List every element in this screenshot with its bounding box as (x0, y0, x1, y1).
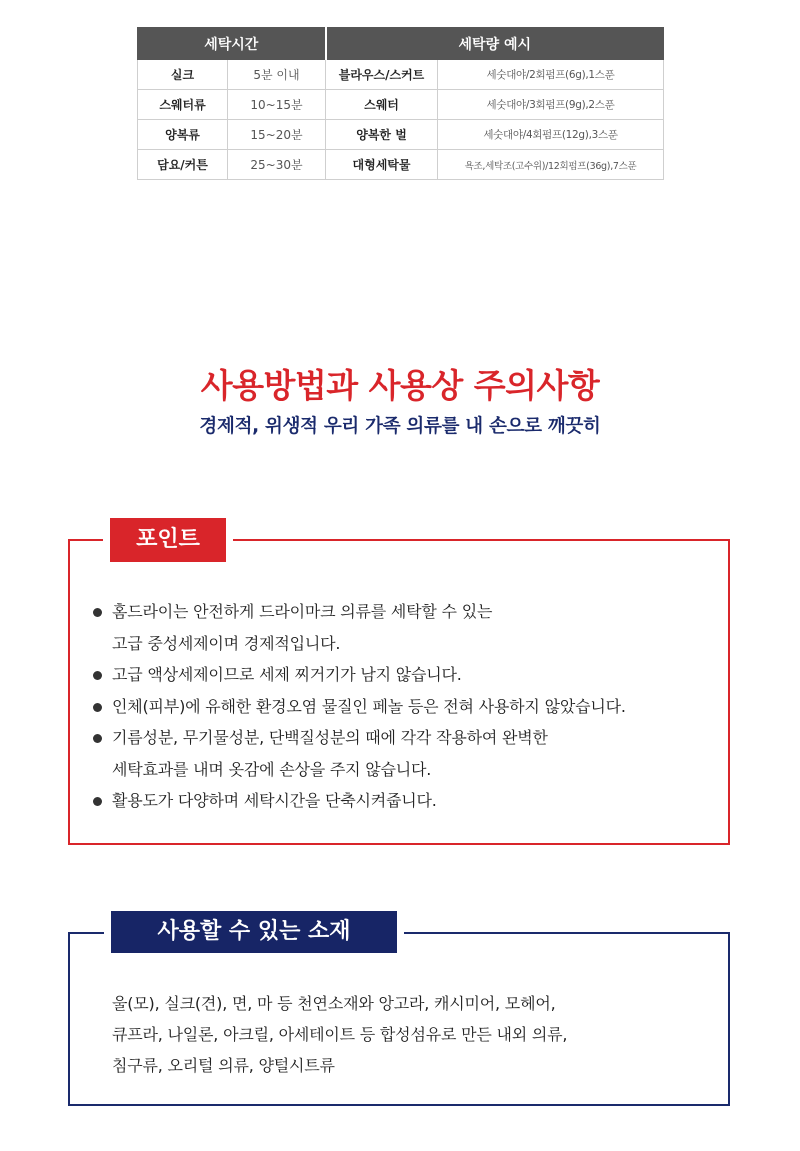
bullet-dot-icon (93, 734, 102, 743)
materials-line: 침구류, 오리털 의류, 양털시트류 (112, 1056, 335, 1075)
bullet-dot-icon (93, 797, 102, 806)
list-item (92, 596, 732, 659)
materials-line: 울(모), 실크(견), 면, 마 등 천연소재와 앙고라, 캐시미어, 모헤어, (112, 994, 556, 1013)
point-badge: 포인트 (103, 518, 233, 562)
page-title: 사용방법과 사용상 주의사항 (200, 366, 600, 405)
table-cell-item: 스웨터 (326, 90, 438, 120)
list-item-line: 고급 액상세제이므로 세제 찌거기가 남지 않습니다. (112, 665, 462, 684)
list-item-line: 기름성분, 무기물성분, 단백질성분의 때에 각각 작용하여 완벽한 (112, 728, 548, 747)
bullet-dot-icon (93, 608, 102, 617)
header-wash-amount: 세탁량 예시 (326, 28, 664, 60)
point-list (92, 596, 732, 817)
list-item (92, 691, 732, 723)
header-wash-time: 세탁시간 (138, 28, 326, 60)
table-cell-amount: 세숫대야/4회펌프(12g),3스푼 (438, 120, 664, 150)
table-cell-fabric: 실크 (138, 60, 228, 90)
list-item (92, 659, 732, 691)
list-item (92, 722, 732, 785)
page-subtitle: 경제적, 위생적 우리 가족 의류를 내 손으로 깨끗히 (199, 416, 601, 437)
bullet-dot-icon (93, 671, 102, 680)
table-row (138, 90, 664, 120)
table-cell-amount: 세숫대야/2회펌프(6g),1스푼 (438, 60, 664, 90)
table-cell-item: 대형세탁물 (326, 150, 438, 180)
table-cell-time: 10~15분 (228, 90, 326, 120)
table-cell-amount: 세숫대야/3회펌프(9g),2스푼 (438, 90, 664, 120)
table-row (138, 120, 664, 150)
table-cell-item: 블라우스/스커트 (326, 60, 438, 90)
table-header-row (138, 28, 664, 60)
table-cell-time: 5분 이내 (228, 60, 326, 90)
table-cell-fabric: 담요/커튼 (138, 150, 228, 180)
table-cell-amount: 욕조,세탁조(고수위)/12회펌프(36g),7스푼 (438, 150, 664, 180)
table-row (138, 150, 664, 180)
list-item-line: 활용도가 다양하며 세탁시간을 단축시켜줍니다. (112, 791, 437, 810)
table-row (138, 60, 664, 90)
materials-line: 큐프라, 나일론, 아크릴, 아세테이트 등 합성섬유로 만든 내외 의류, (112, 1025, 568, 1044)
wash-guide-table (137, 27, 664, 180)
table-cell-time: 15~20분 (228, 120, 326, 150)
list-item (92, 785, 732, 817)
materials-text (112, 988, 712, 1081)
table-cell-time: 25~30분 (228, 150, 326, 180)
bullet-dot-icon (93, 703, 102, 712)
list-item-line: 인체(피부)에 유해한 환경오염 물질인 페놀 등은 전혀 사용하지 않았습니다. (112, 696, 626, 716)
list-item-line: 세탁효과를 내며 옷감에 손상을 주지 않습니다. (112, 759, 432, 779)
table-cell-fabric: 스웨터류 (138, 90, 228, 120)
table-cell-fabric: 양복류 (138, 120, 228, 150)
list-item-line: 홈드라이는 안전하게 드라이마크 의류를 세탁할 수 있는 (112, 602, 493, 621)
materials-badge: 사용할 수 있는 소재 (104, 911, 404, 953)
table-cell-item: 양복한 벌 (326, 120, 438, 150)
list-item-line: 고급 중성세제이며 경제적입니다. (112, 633, 341, 653)
